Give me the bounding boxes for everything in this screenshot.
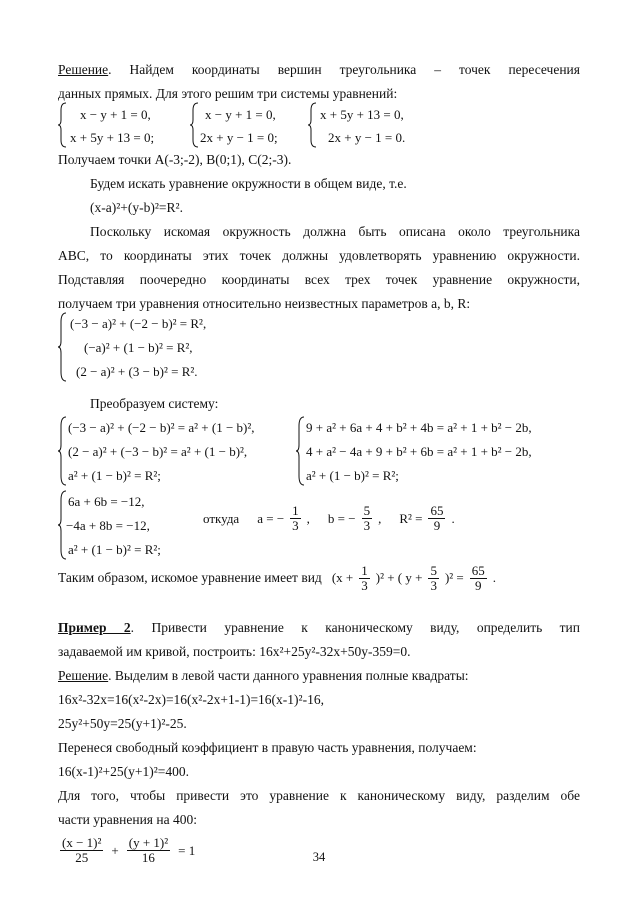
canonical-frac-1-den: 25 — [75, 850, 89, 865]
final-frac-2-den: 3 — [430, 577, 437, 593]
transform-line: Преобразуем систему: — [90, 396, 219, 411]
final-eq-part-1: (x + — [331, 570, 354, 585]
squares-line-2: 25y²+50y=25(y+1)²-25. — [58, 716, 187, 731]
final-eq-part-3: )² = — [444, 570, 464, 585]
r-denominator: 9 — [433, 518, 441, 533]
solution2-text: . Выделим в левой части данного уравнения полные квадраты: — [108, 668, 469, 683]
points-line: Получаем точки A(-3;-2), B(0;1), C(2;-3). — [58, 152, 292, 167]
b-fraction — [362, 504, 373, 533]
system-abr-eq-3: (2 − a)² + (3 − b)² = R². — [76, 364, 198, 379]
final-frac-2-num: 5 — [430, 562, 437, 578]
para-abc-3: Подставляя поочередно координаты всех трех точек уравнение окружности, — [58, 272, 580, 287]
solution-values: откуда a = − $\frac{1}{3}$ , b = − $\frac{5}{3}$ , R² = $\frac{65}{9}$ . — [203, 503, 455, 533]
system-1-eq-2: x + 5y + 13 = 0; — [70, 130, 155, 145]
solution-intro-text: . Найдем координаты вершин треугольника – точек пересечения — [108, 62, 580, 77]
whence-word: откуда — [203, 510, 240, 526]
system-right-eq-3: a² + (1 − b)² = R²; — [306, 468, 399, 483]
a-fraction — [290, 504, 301, 533]
solution2-label: Решение — [58, 668, 109, 683]
example2-line-1 — [58, 616, 580, 640]
system-final-eq-2: −4a + 8b = −12, — [66, 518, 150, 533]
canonical-frac-2-den: 16 — [141, 850, 155, 865]
example2-text: . Привести уравнение к каноническому виду, определить тип — [130, 620, 581, 635]
general-form-equation: (x-a)²+(y-b)²=R². — [90, 200, 183, 215]
r-fraction — [428, 504, 445, 533]
final-eq-part-2: )² + ( y + — [375, 570, 423, 585]
system-left-eq-3: a² + (1 − b)² = R²; — [68, 468, 161, 483]
canonical-plus: + — [111, 842, 119, 858]
final-frac-1 — [359, 564, 370, 593]
system-abr-eq-1: (−3 − a)² + (−2 − b)² = R², — [70, 316, 207, 331]
system-final-eq-3: a² + (1 − b)² = R²; — [68, 542, 161, 557]
final-frac-2 — [428, 564, 439, 593]
r-lhs: R² = — [399, 510, 423, 526]
b-denominator: 3 — [363, 518, 371, 533]
system-left-eq-1: (−3 − a)² + (−2 − b)² = a² + (1 − b)², — [68, 420, 255, 435]
final-frac-3-num: 65 — [471, 562, 485, 578]
system-2-eq-2: 2x + y − 1 = 0; — [200, 130, 278, 145]
example2-line-2: задаваемой им кривой, построить: 16x²+25y²-32x+50y-359=0. — [58, 644, 411, 659]
solution2-line — [58, 664, 469, 688]
system-3-eq-1: x + 5y + 13 = 0, — [320, 107, 404, 122]
final-text: Таким образом, искомое уравнение имеет вид — [58, 570, 322, 585]
brace-system-3 — [308, 102, 318, 148]
canonical-rhs: = 1 — [178, 842, 196, 858]
final-frac-1-den: 3 — [361, 577, 368, 593]
para-abc-4: получаем три уравнения относительно неизвестных параметров a, b, R: — [58, 296, 471, 311]
system-2-eq-1: x − y + 1 = 0, — [205, 107, 276, 122]
brace-system-2 — [190, 102, 200, 148]
final-frac-1-num: 1 — [361, 562, 368, 578]
system-right-eq-1: 9 + a² + 6a + 4 + b² + 4b = a² + 1 + b² − 2b, — [306, 420, 532, 435]
canonical-text-1: Для того, чтобы привести это уравнение к каноническому виду, разделим обе — [58, 788, 580, 803]
solution-intro-line-2: данных прямых. Для этого решим три системы уравнений: — [58, 86, 398, 101]
system-right-eq-2: 4 + a² − 4a + 9 + b² + 6b = a² + 1 + b² − 2b, — [306, 444, 532, 459]
brace-system-right — [296, 416, 306, 486]
example2-label: Пример 2 — [58, 620, 131, 635]
a-denominator: 3 — [292, 518, 299, 533]
b-lhs: b = − — [327, 510, 356, 526]
system-1-eq-1: x − y + 1 = 0, — [80, 107, 151, 122]
final-equation-line: Таким образом, искомое уравнение имеет вид (x + $\frac{1}{3}$ )² + ( y + $\frac{5}{3}$ )² = $\frac{65}{9}$ . — [58, 562, 497, 593]
system-abr-eq-2: (−a)² + (1 − b)² = R², — [84, 340, 193, 355]
general-form-line: Будем искать уравнение окружности в общем виде, т.е. — [90, 176, 407, 191]
brace-system-left — [58, 416, 68, 486]
para-abc-2: ABC, то координаты этих точек должны удовлетворять уравнению окружности. — [58, 248, 580, 263]
r-numerator: 65 — [430, 503, 444, 518]
page-number: 34 — [312, 850, 326, 864]
final-frac-3-den: 9 — [475, 577, 482, 593]
brace-system-1 — [58, 102, 68, 148]
move-text: Перенеся свободный коэффициент в правую часть уравнения, получаем: — [58, 740, 477, 755]
canonical-text-2: части уравнения на 400: — [58, 812, 197, 827]
system-3-eq-2: 2x + y − 1 = 0. — [328, 130, 406, 145]
b-numerator: 5 — [363, 503, 371, 518]
a-numerator: 1 — [292, 503, 299, 518]
final-frac-3 — [470, 564, 487, 593]
brace-system-abr — [58, 312, 68, 382]
para-abc-1: Поскольку искомая окружность должна быть описана около треугольника — [90, 224, 580, 239]
move-equation: 16(x-1)²+25(y+1)²=400. — [58, 764, 190, 779]
solution-intro-line-1 — [58, 58, 580, 82]
system-final-eq-1: 6a + 6b = −12, — [68, 494, 145, 509]
canonical-frac-2-num: (y + 1)² — [128, 835, 169, 850]
squares-line-1: 16x²-32x=16(x²-2x)=16(x²-2x+1-1)=16(x-1)²-16, — [58, 692, 324, 707]
system-left-eq-2: (2 − a)² + (−3 − b)² = a² + (1 − b)², — [68, 444, 248, 459]
a-lhs: a = − — [257, 510, 285, 526]
solution-label: Решение — [58, 62, 109, 77]
canonical-frac-1-num: (x − 1)² — [62, 835, 102, 850]
